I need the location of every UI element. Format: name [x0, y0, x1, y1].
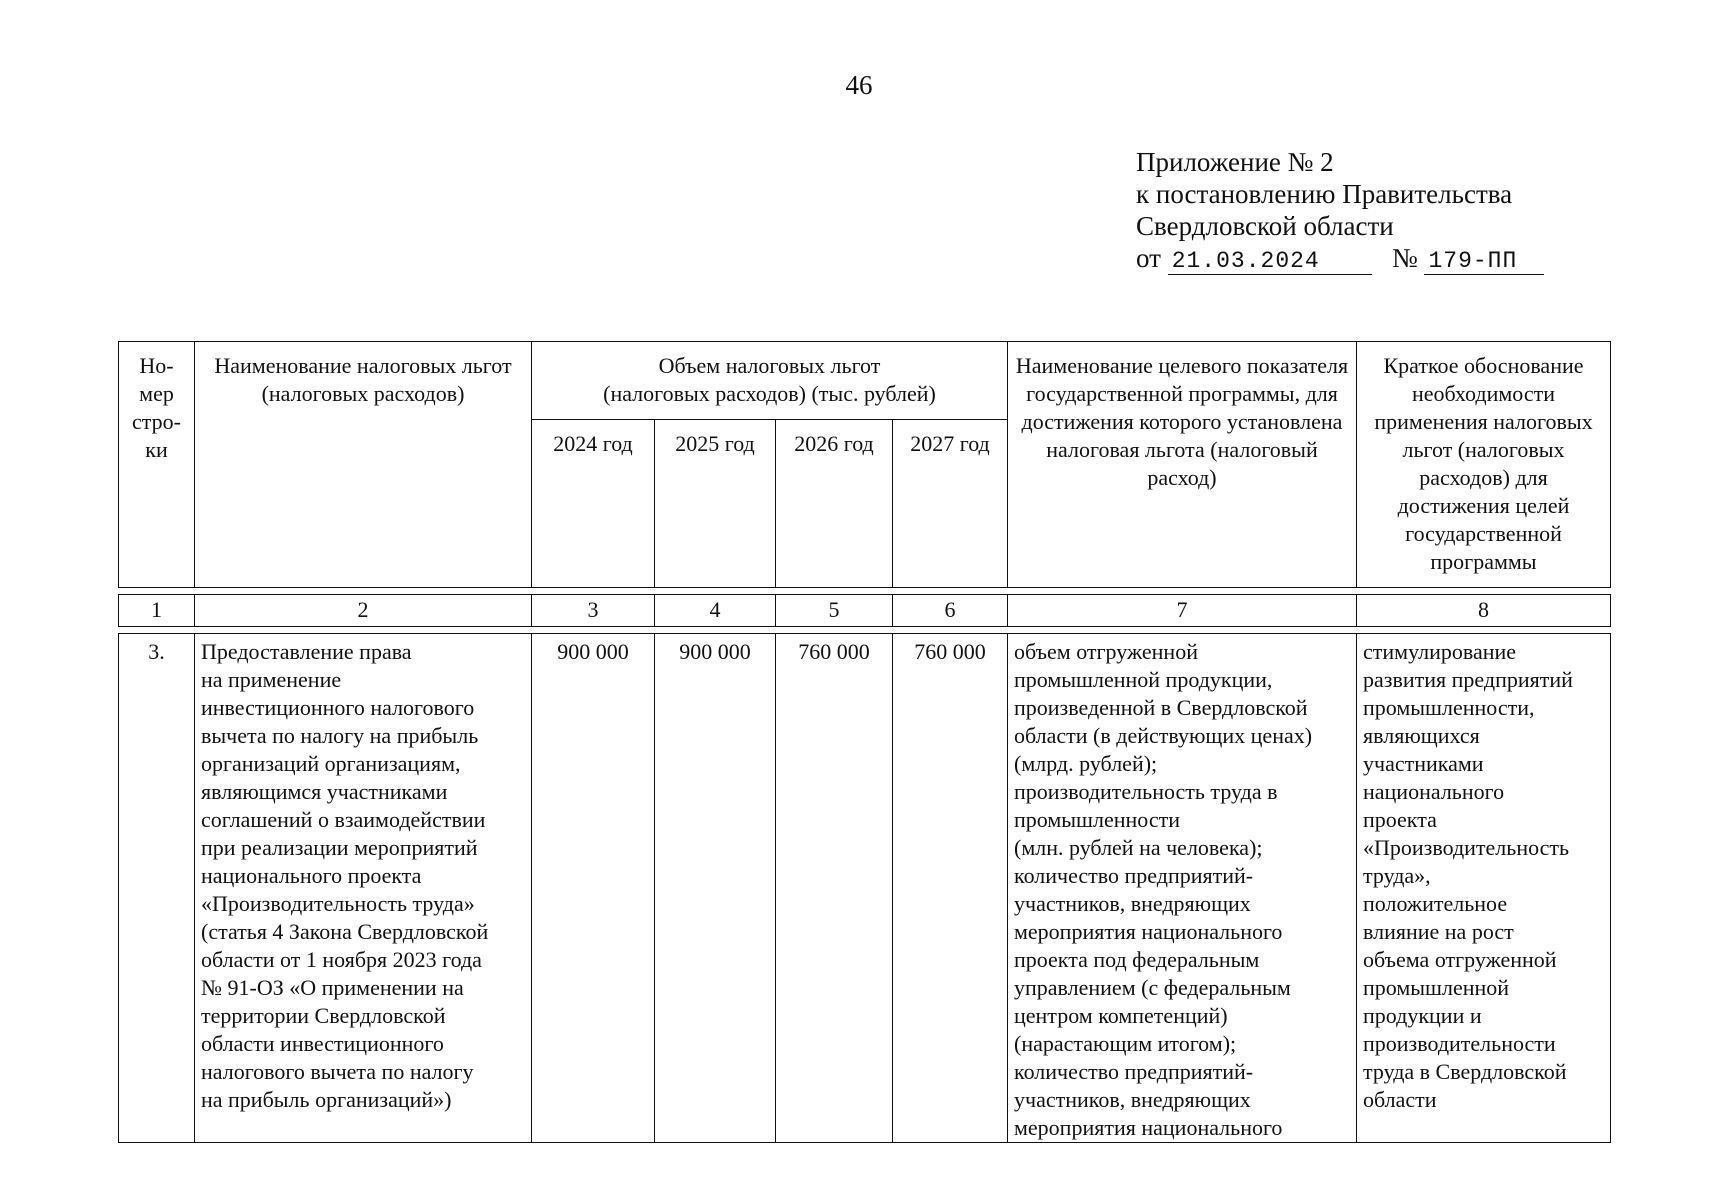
- volume-2026: 760 000: [776, 634, 893, 1143]
- number-prefix: №: [1391, 243, 1418, 273]
- header-year-2027: 2027 год: [893, 420, 1008, 588]
- resolution-number: 179-ПП: [1424, 248, 1544, 275]
- header-year-2026: 2026 год: [776, 420, 893, 588]
- table-row: [119, 634, 1611, 1143]
- date-prefix: от: [1136, 243, 1161, 273]
- appendix-title: Приложение № 2: [1136, 147, 1334, 177]
- target-indicator: объем отгруженной промышленной продукции, произведенной в Свердловской области (в действующих ценах) (млрд. рублей); производительность труда в промышленности (млн. рублей на человека); количество предприятий- участников, внедряющих мероприятия национального проекта под федеральным управлением (с федеральным центром компетенций) (нарастающим итогом); количество предприятий- участников, внедряющих мероприятия национального: [1008, 634, 1357, 1143]
- table-body: [118, 633, 1611, 1143]
- column-number: 8: [1357, 595, 1611, 627]
- volume-2024: 900 000: [532, 634, 655, 1143]
- justification: стимулирование развития предприятий промышленности, являющихся участниками национального проекта «Производительность труда», положительное влияние на рост объема отгруженной промышленной продукции и производительности труда в Свердловской области: [1357, 634, 1611, 1143]
- column-number: 6: [893, 595, 1008, 627]
- header-benefit-name: Наименование налоговых льгот (налоговых расходов): [195, 342, 532, 588]
- header-row-number: Но- мер стро- ки: [119, 342, 195, 588]
- column-number: 5: [776, 595, 893, 627]
- appendix-region: Свердловской области: [1136, 211, 1394, 241]
- appendix-date-line: [1136, 242, 1544, 275]
- page-number: 46: [845, 70, 873, 100]
- column-number: 3: [532, 595, 655, 627]
- volume-2027: 760 000: [893, 634, 1008, 1143]
- header-justification: Краткое обоснование необходимости применения налоговых льгот (налоговых расходов) для достижения целей государственной программы: [1357, 342, 1611, 588]
- column-number: 2: [195, 595, 532, 627]
- column-number: 7: [1008, 595, 1357, 627]
- table-column-numbers: [118, 594, 1611, 627]
- appendix-block: [1136, 146, 1544, 275]
- column-number: 4: [655, 595, 776, 627]
- header-year-2025: 2025 год: [655, 420, 776, 588]
- resolution-date: 21.03.2024: [1168, 248, 1372, 275]
- table-header: [118, 341, 1611, 588]
- appendix-resolution: к постановлению Правительства: [1136, 179, 1513, 209]
- header-year-2024: 2024 год: [532, 420, 655, 588]
- header-volume-group: Объем налоговых льгот (налоговых расходов) (тыс. рублей): [532, 342, 1008, 420]
- column-number: 1: [119, 595, 195, 627]
- volume-2025: 900 000: [655, 634, 776, 1143]
- benefit-name: Предоставление права на применение инвестиционного налогового вычета по налогу на прибыль организаций организациям, являющимся участниками соглашений о взаимодействии при реализации мероприятий национального проекта «Производительность труда» (статья 4 Закона Свердловской области от 1 ноября 2023 года № 91-ОЗ «О применении на территории Свердловской области инвестиционного налогового вычета по налогу на прибыль организаций»): [195, 634, 532, 1143]
- row-number: 3.: [119, 634, 195, 1143]
- header-target-indicator: Наименование целевого показателя государственной программы, для достижения которого установлена налоговая льгота (налоговый расход): [1008, 342, 1357, 588]
